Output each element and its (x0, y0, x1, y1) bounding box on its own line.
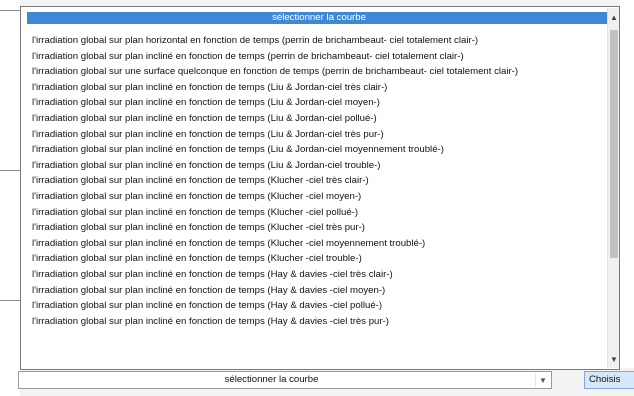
list-item[interactable]: l'irradiation global sur plan incliné en fonction de temps (Klucher -ciel très clair-) (32, 175, 369, 187)
curve-options (21, 33, 605, 329)
chevron-up-icon[interactable]: ▲ (610, 12, 618, 22)
vertical-scrollbar[interactable] (607, 8, 620, 368)
curve-select[interactable] (18, 371, 552, 389)
curve-dropdown-list[interactable] (20, 6, 620, 370)
list-item[interactable]: l'irradiation global sur plan incliné en fonction de temps (Klucher -ciel moyennement troublé-) (32, 237, 426, 249)
curve-select-value: sélectionner la courbe (224, 374, 319, 385)
list-item[interactable]: l'irradiation global sur plan horizontal en fonction de temps (perrin de brichambeaut- ciel totalement clair-) (32, 35, 479, 46)
chevron-down-icon[interactable]: ▼ (535, 373, 550, 387)
scrollbar-thumb[interactable] (610, 30, 618, 258)
list-item[interactable]: l'irradiation global sur plan incliné en fonction de temps (Liu & Jordan-ciel très clair-) (32, 81, 388, 93)
background-panel-right (620, 0, 634, 368)
list-item[interactable]: l'irradiation global sur plan incliné en fonction de temps (Klucher -ciel trouble-) (32, 253, 362, 265)
list-item[interactable]: l'irradiation global sur plan incliné en fonction de temps (Hay & davies -ciel très clair-) (32, 268, 393, 280)
list-item[interactable]: l'irradiation global sur plan incliné en fonction de temps (Liu & Jordan-ciel moyen-) (32, 97, 380, 109)
list-item[interactable]: l'irradiation global sur plan incliné en fonction de temps (Liu & Jordan-ciel très pur-) (32, 128, 384, 140)
list-item[interactable]: l'irradiation global sur plan incliné en fonction de temps (Hay & davies -ciel pollué-) (32, 300, 383, 312)
background-divider (0, 300, 20, 301)
list-item[interactable]: l'irradiation global sur plan incliné en fonction de temps (Klucher -ciel très pur-) (32, 222, 365, 234)
choose-button[interactable]: Choisis (584, 371, 634, 389)
list-item[interactable]: l'irradiation global sur plan incliné en fonction de temps (Liu & Jordan-ciel pollué-) (32, 112, 377, 124)
list-item[interactable]: l'irradiation global sur plan incliné en fonction de temps (Klucher -ciel pollué-) (32, 206, 359, 218)
list-item[interactable]: l'irradiation global sur plan incliné en fonction de temps (Liu & Jordan-ciel moyennement troublé-) (32, 144, 444, 156)
background-divider (0, 10, 20, 11)
list-item[interactable]: l'irradiation global sur plan incliné en fonction de temps (Hay & davies -ciel très pur-) (32, 315, 389, 327)
list-item-selected[interactable]: sélectionner la courbe (27, 12, 611, 24)
list-item[interactable]: l'irradiation global sur une surface quelconque en fonction de temps (perrin de brichambeaut- ciel totalement clair-) (32, 66, 519, 78)
list-item[interactable]: l'irradiation global sur plan incliné en fonction de temps (Liu & Jordan-ciel trouble-) (32, 159, 381, 171)
list-item[interactable]: l'irradiation global sur plan incliné en fonction de temps (Klucher -ciel moyen-) (32, 190, 362, 202)
chevron-down-icon[interactable]: ▼ (610, 354, 618, 364)
list-item[interactable]: l'irradiation global sur plan incliné en fonction de temps (perrin de brichambeaut- ciel totalement clair-) (32, 50, 464, 62)
list-item[interactable]: l'irradiation global sur plan incliné en fonction de temps (Hay & davies -ciel moyen-) (32, 284, 386, 296)
background-panel-left (0, 0, 20, 396)
background-divider (0, 170, 20, 171)
